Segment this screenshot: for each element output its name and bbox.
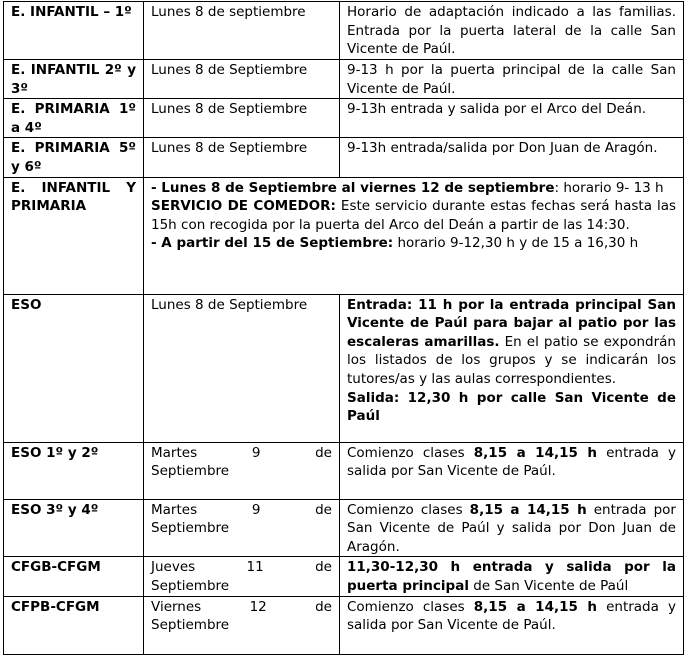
info-bold: 8,15 a 14,15 h [473, 598, 597, 615]
info-bold: 8,15 a 14,15 h [469, 501, 587, 518]
date-weekday: Viernes [151, 598, 202, 615]
info-bold: 8,15 a 14,15 h [473, 444, 597, 461]
level-cell: CFGB-CFGM [4, 557, 144, 596]
info-cell [340, 596, 684, 654]
table-row [4, 138, 684, 177]
date-weekday: Jueves [151, 559, 196, 576]
info-paragraph [151, 234, 676, 253]
info-cell [340, 557, 684, 596]
info-text: entrada por San Vicente de Paúl y salida por Don Juan de Aragón. [347, 501, 676, 555]
info-cell [340, 499, 684, 557]
level-cell: ESO 3º y 4º [4, 499, 144, 557]
info-text: Comienzo clases [347, 444, 474, 461]
date-cell [144, 499, 340, 557]
info-text: entrada y salida por San Vicente de Paúl. [347, 598, 676, 634]
info-bold: - A partir del 15 de Septiembre: [151, 235, 394, 252]
date-cell: Lunes 8 de Septiembre [144, 60, 340, 99]
info-text: En el patio se expondrán los listados de los grupos y se indicarán los tutores/as y las aulas correspondientes. [347, 333, 676, 387]
info-cell [340, 442, 684, 499]
table-row [4, 294, 684, 442]
info-cell [340, 294, 684, 442]
date-weekday: Martes [151, 501, 198, 518]
info-cell [144, 177, 684, 294]
info-text: Comienzo clases [347, 598, 474, 615]
info-text: entrada y salida por San Vicente de Paúl. [347, 444, 676, 480]
date-cell: Lunes 8 de septiembre [144, 2, 340, 60]
info-text: Comienzo clases [347, 501, 470, 518]
info-paragraph [151, 197, 676, 234]
level-cell: E. INFANTIL 2º y 3º [4, 60, 144, 99]
info-text: horario 9-12,30 h y de 15 a 16,30 h [393, 235, 639, 252]
date-de: de [315, 598, 332, 615]
table-row [4, 2, 684, 60]
table-row [4, 442, 684, 499]
schedule-table [3, 1, 684, 655]
table-row [4, 60, 684, 99]
date-de: de [315, 501, 332, 518]
level-cell: E. PRIMARIA 5º y 6º [4, 138, 144, 177]
info-cell: 9-13 h por la puerta principal de la calle San Vicente de Paúl. [340, 60, 684, 99]
date-cell: Lunes 8 de Septiembre [144, 138, 340, 177]
level-cell: E. INFANTIL – 1º [4, 2, 144, 60]
table-row [4, 99, 684, 138]
info-cell: 9-13h entrada/salida por Don Juan de Aragón. [340, 138, 684, 177]
date-day: 11 [246, 559, 264, 576]
info-paragraph [151, 179, 676, 198]
date-month: Septiembre [151, 617, 230, 634]
info-cell: 9-13h entrada y salida por el Arco del Deán. [340, 99, 684, 138]
info-bold: - Lunes 8 de Septiembre al viernes 12 de septiembre [151, 179, 555, 196]
table-row [4, 499, 684, 557]
info-bold: Salida: 12,30 h por calle San Vicente de Paúl [347, 389, 676, 425]
table-row [4, 596, 684, 654]
info-text: de San Vicente de Paúl [468, 577, 629, 594]
info-bold: 11,30-12,30 h entrada y salida por la puerta principal [347, 559, 676, 594]
date-cell [144, 442, 340, 499]
date-weekday: Martes [151, 444, 198, 461]
date-day: 9 [251, 501, 261, 518]
date-cell: Lunes 8 de Septiembre [144, 294, 340, 442]
date-month: Septiembre [151, 520, 230, 537]
date-cell [144, 596, 340, 654]
date-cell: Lunes 8 de Septiembre [144, 99, 340, 138]
date-de: de [315, 559, 332, 576]
date-de: de [315, 444, 332, 461]
table-row [4, 177, 684, 294]
info-bold: SERVICIO DE COMEDOR: [151, 198, 336, 215]
date-month: Septiembre [151, 463, 230, 480]
date-month: Septiembre [151, 577, 230, 594]
date-cell [144, 557, 340, 596]
level-cell: CFPB-CFGM [4, 596, 144, 654]
level-cell: ESO [4, 294, 144, 442]
table-row [4, 557, 684, 596]
info-cell: Horario de adaptación indicado a las familias. Entrada por la puerta lateral de la calle San Vicente de Paúl. [340, 2, 684, 60]
level-cell: ESO 1º y 2º [4, 442, 144, 499]
level-cell: E. INFANTIL Y PRIMARIA [4, 177, 144, 294]
date-day: 12 [249, 598, 267, 615]
date-day: 9 [251, 444, 261, 461]
level-cell: E. PRIMARIA 1º a 4º [4, 99, 144, 138]
info-text: Este servicio durante estas fechas será hasta las 15h con recogida por la puerta del Arco del Deán a partir de las 14:30. [151, 198, 676, 233]
info-bold: Entrada: 11 h por la entrada principal San Vicente de Paúl para bajar al patio por las escaleras amarillas. [347, 296, 676, 350]
info-text: : horario 9- 13 h [554, 179, 664, 196]
